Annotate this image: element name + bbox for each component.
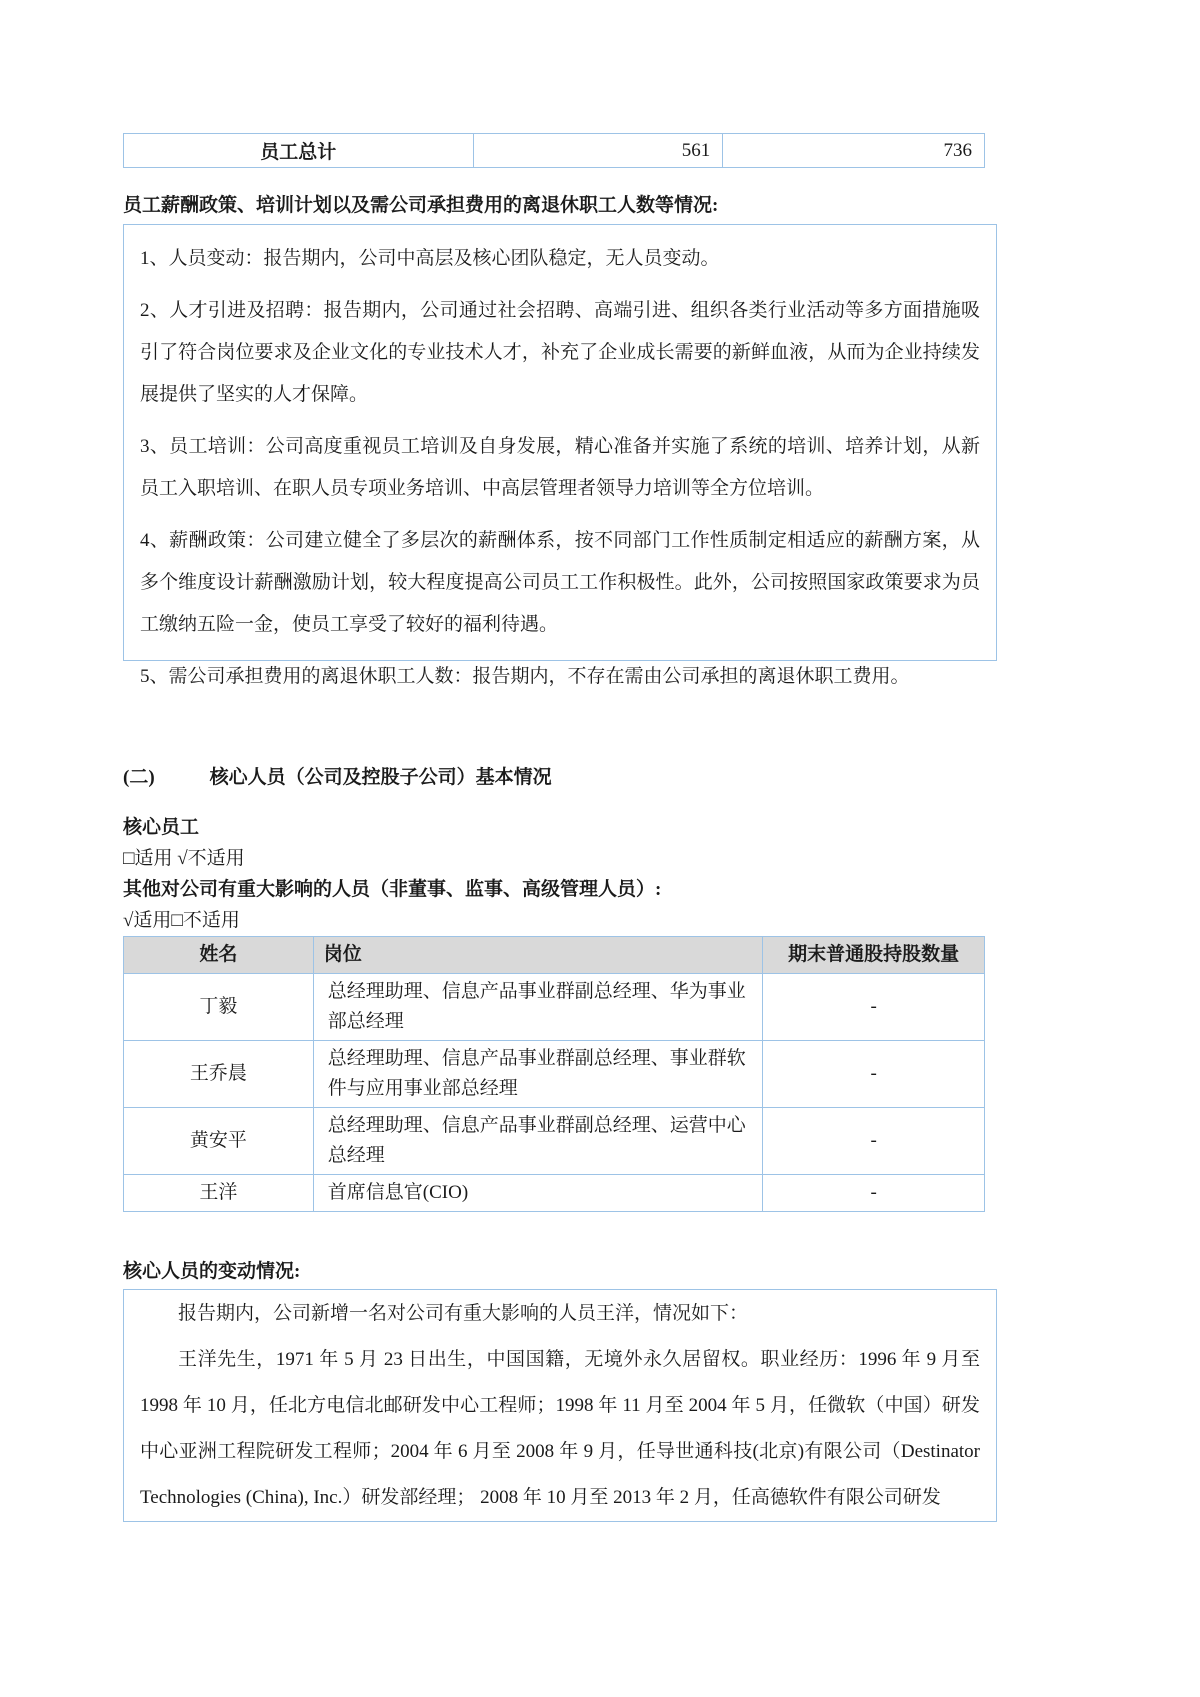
header-name: 姓名 — [124, 937, 314, 974]
salary-paragraph-3: 3、员工培训：公司高度重视员工培训及自身发展，精心准备并实施了系统的培训、培养计划，从新员工入职培训、在职人员专项业务培训、中高层管理者领导力培训等全方位培训。 — [140, 436, 980, 499]
person-name: 王乔晨 — [124, 1041, 314, 1108]
person-name: 王洋 — [124, 1175, 314, 1212]
salary-policy-box — [123, 224, 997, 687]
salary-paragraph-4: 4、薪酬政策：公司建立健全了多层次的薪酬体系，按不同部门工作性质制定相适应的薪酬方案，从多个维度设计薪酬激励计划，较大程度提高公司员工工作积极性。此外，公司按照国家政策要求为员工缴纳五险一金，使员工享受了较好的福利待遇。 — [140, 530, 980, 635]
table-row — [124, 974, 985, 1041]
other-people-applicable-line: √适用□不适用 — [123, 910, 240, 931]
core-personnel-section-heading — [123, 762, 552, 789]
person-name: 丁毅 — [124, 974, 314, 1041]
person-position: 首席信息官(CIO) — [313, 1175, 762, 1212]
other-people-heading: 其他对公司有重大影响的人员（非董事、监事、高级管理人员）: — [123, 879, 662, 900]
employee-total-begin-value: 561 — [473, 134, 723, 168]
salary-paragraph-5: 5、需公司承担费用的离退休职工人数：报告期内，不存在需由公司承担的离退休职工费用。 — [140, 666, 910, 687]
core-staff-label: 核心员工 — [123, 817, 200, 838]
person-shares: - — [763, 974, 985, 1041]
employee-total-end-value: 736 — [723, 134, 985, 168]
salary-policy-heading: 员工薪酬政策、培训计划以及需公司承担费用的离退休职工人数等情况: — [123, 195, 719, 216]
changes-box — [123, 1289, 997, 1522]
section-title: 核心人员（公司及控股子公司）基本情况 — [209, 767, 552, 788]
person-name: 黄安平 — [124, 1108, 314, 1175]
core-staff-applicable-line: □适用 √不适用 — [123, 848, 245, 869]
employee-total-label: 员工总计 — [124, 134, 474, 168]
changes-paragraph-2: 王洋先生，1971 年 5 月 23 日出生，中国国籍，无境外永久居留权。职业经历：1996 年 9 月至 1998 年 10 月，任北方电信北邮研发中心工程师；1998 年 11 月至 2004 年 5 月，任微软（中国）研发中心亚洲工程院研发工程师；2004 年 6 月至 2008 年 9 月，任导世通科技(北京)有限公司（Destinator Technologies (China), Inc.）研发部经理； 2008 年 10 月至 2013 年 2 月，任高德软件有限公司研发 — [140, 1349, 980, 1508]
person-shares: - — [763, 1175, 985, 1212]
core-personnel-table — [123, 936, 985, 1212]
salary-paragraph-2: 2、人才引进及招聘：报告期内，公司通过社会招聘、高端引进、组织各类行业活动等多方面措施吸引了符合岗位要求及企业文化的专业技术人才，补充了企业成长需要的新鲜血液，从而为企业持续发展提供了坚实的人才保障。 — [140, 300, 980, 405]
changes-paragraph-1: 报告期内，公司新增一名对公司有重大影响的人员王洋，情况如下： — [178, 1303, 749, 1324]
person-position: 总经理助理、信息产品事业群副总经理、事业群软件与应用事业部总经理 — [313, 1041, 762, 1108]
person-shares: - — [763, 1108, 985, 1175]
table-row — [124, 1108, 985, 1175]
salary-paragraph-1: 1、人员变动：报告期内，公司中高层及核心团队稳定，无人员变动。 — [140, 248, 720, 269]
header-position: 岗位 — [313, 937, 762, 974]
table-row — [124, 134, 985, 168]
table-row — [124, 1041, 985, 1108]
person-position: 总经理助理、信息产品事业群副总经理、运营中心总经理 — [313, 1108, 762, 1175]
table-header-row — [124, 937, 985, 974]
section-number: (二) — [123, 767, 155, 788]
person-shares: - — [763, 1041, 985, 1108]
person-position: 总经理助理、信息产品事业群副总经理、华为事业部总经理 — [313, 974, 762, 1041]
employee-total-table — [123, 133, 985, 168]
header-shares: 期末普通股持股数量 — [763, 937, 985, 974]
changes-heading: 核心人员的变动情况: — [123, 1261, 301, 1282]
table-row — [124, 1175, 985, 1212]
